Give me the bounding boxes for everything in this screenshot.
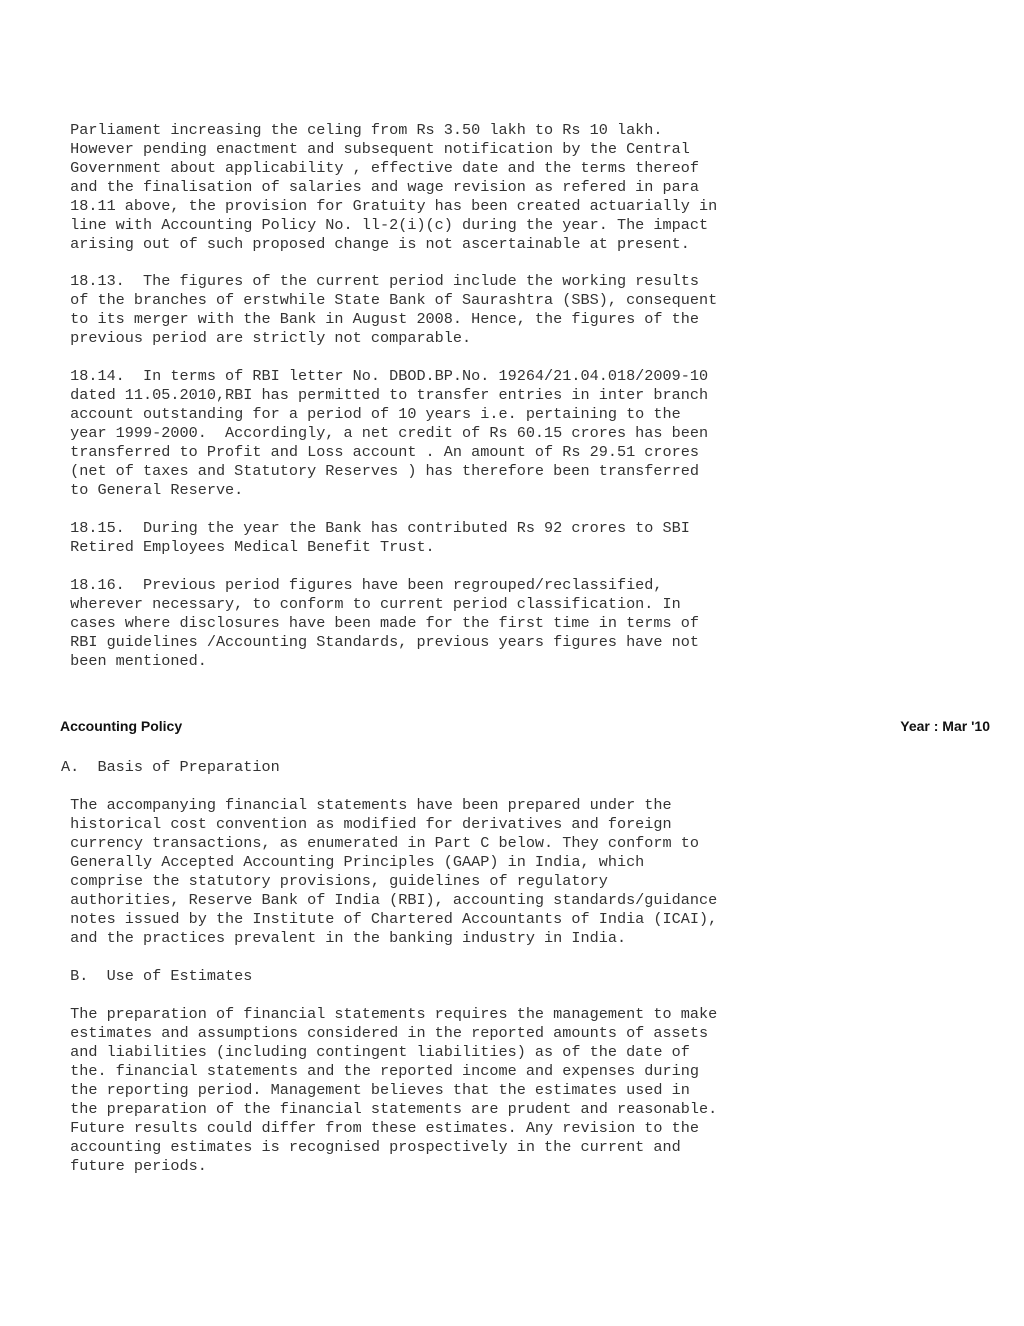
note-18-16-paragraph: 18.16. Previous period figures have been regrouped/reclassified, wherever necessary, to conform to current period classification. In cases where disclosures have been made for the first time in terms of RBI guidelines /Accounting Standards, previous years figures have not been mentioned.: [70, 576, 699, 670]
note-18-15-paragraph: 18.15. During the year the Bank has contributed Rs 92 crores to SBI Retired Employees Medical Benefit Trust.: [70, 519, 690, 556]
note-18-13-paragraph: 18.13. The figures of the current period include the working results of the branches of erstwhile State Bank of Saurashtra (SBS), consequent to its merger with the Bank in August 2008. Hence, the figures of the previous period are strictly not comparable.: [70, 272, 718, 347]
section-header: [60, 718, 990, 738]
note-18-14-paragraph: 18.14. In terms of RBI letter No. DBOD.BP.No. 19264/21.04.018/2009-10 dated 11.05.2010,RBI has permitted to transfer entries in inter branch account outstanding for a period of 10 years i.e. pertaining to the year 1999-2000. Accordingly, a net credit of Rs 60.15 crores has been transferred to Profit and Loss account . An amount of Rs 29.51 crores (net of taxes and Statutory Reserves ) has therefore been transferred to General Reserve.: [70, 367, 709, 499]
heading-basis-of-preparation: A. Basis of Preparation: [61, 758, 280, 776]
basis-of-preparation-paragraph: The accompanying financial statements have been prepared under the historical cost convention as modified for derivatives and foreign currency transactions, as enumerated in Part C below. They conform to Generally Accepted Accounting Principles (GAAP) in India, which comprise the statutory provisions, guidelines of regulatory authorities, Reserve Bank of India (RBI), accounting standards/guidance notes issued by the Institute of Chartered Accountants of India (ICAI), and the practices prevalent in the banking industry in India.: [70, 796, 718, 947]
gratuity-paragraph: Parliament increasing the celing from Rs 3.50 lakh to Rs 10 lakh. However pending enactment and subsequent notification by the Central Government about applicability , effective date and the terms thereof and the finalisation of salaries and wage revision as refered in para 18.11 above, the provision for Gratuity has been created actuarially in line with Accounting Policy No. ll-2(i)(c) during the year. The impact arising out of such proposed change is not ascertainable at present.: [70, 121, 718, 253]
heading-use-of-estimates: B. Use of Estimates: [61, 967, 253, 985]
section-title: Accounting Policy: [60, 718, 183, 734]
section-year: Year : Mar '10: [900, 718, 990, 734]
use-of-estimates-paragraph: The preparation of financial statements requires the management to make estimates and assumptions considered in the reported amounts of assets and liabilities (including contingent liabilities) as of the date of the. financial statements and the reported income and expenses during the reporting period. Management believes that the estimates used in the preparation of the financial statements are prudent and reasonable. Future results could differ from these estimates. Any revision to the accounting estimates is recognised prospectively in the current and future periods.: [70, 1005, 718, 1175]
